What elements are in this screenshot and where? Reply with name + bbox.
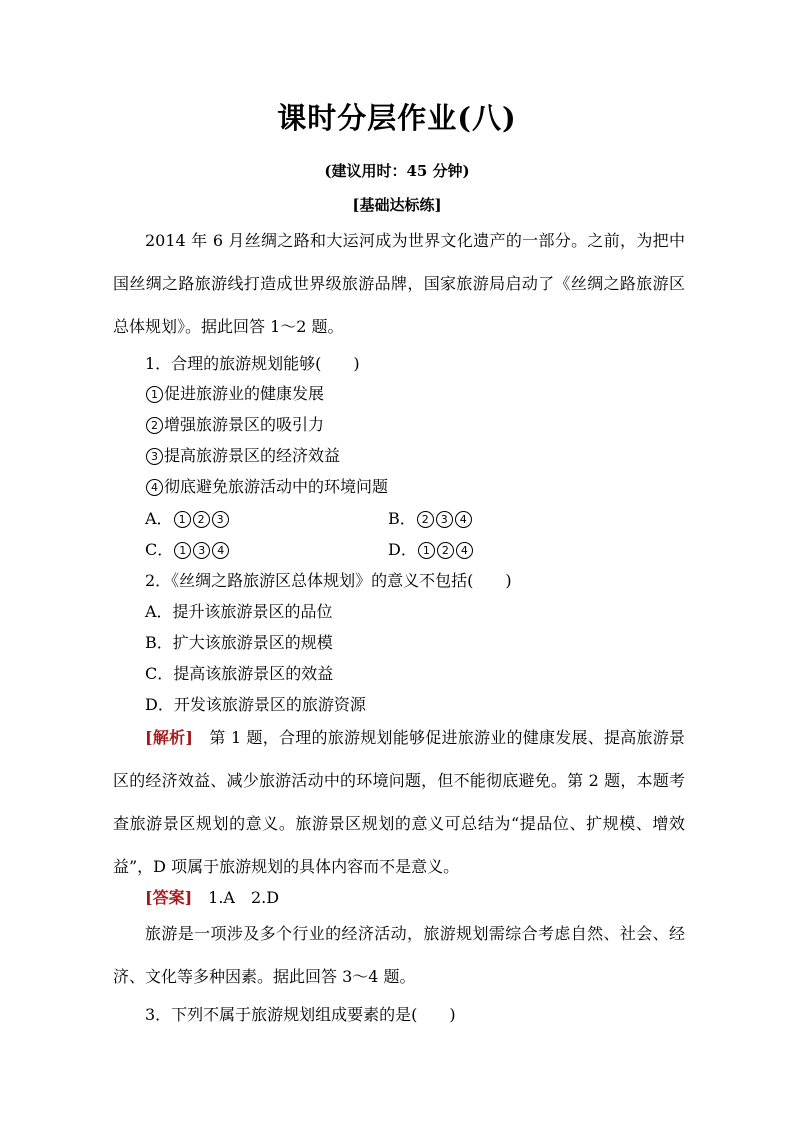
q1-option-a xyxy=(145,506,230,529)
q2-option-c: C．提高该旅游景区的效益 xyxy=(145,664,334,683)
intro-paragraph-2: 旅游是一项涉及多个行业的经济活动，旅游规划需综合考虑自然、社会、经济、文化等多种因素。据此回答 3～4 题。 xyxy=(113,924,685,986)
question-3-stem: 3．下列不属于旅游规划组成要素的是( ) xyxy=(145,1005,456,1024)
q2-option-b: B．扩大该旅游景区的规模 xyxy=(145,633,333,652)
circled-number: 1 xyxy=(418,542,435,559)
q1-item-4 xyxy=(145,474,388,497)
q1-item-1-text: 促进旅游业的健康发展 xyxy=(164,384,325,403)
q1-option-b xyxy=(388,506,473,529)
intro-paragraph-1: 2014 年 6 月丝绸之路和大运河成为世界文化遗产的一部分。之前，为把中国丝绸之路旅游线打造成世界级旅游品牌，国家旅游局启动了《丝绸之路旅游区总体规划》。据此回答 1～2 题。 xyxy=(113,231,685,336)
option-d-label: D． xyxy=(388,540,417,559)
q2-option-a: A．提升该旅游景区的品位 xyxy=(145,602,333,621)
q1-option-d xyxy=(388,537,474,560)
analysis-tag: [解析] xyxy=(145,728,193,747)
circled-number: 2 xyxy=(417,511,434,528)
option-b-label: B． xyxy=(388,509,416,528)
answer-tag: [答案] xyxy=(145,888,193,907)
circled-number: 4 xyxy=(456,542,473,559)
q1-item-2 xyxy=(145,412,324,435)
q1-item-1 xyxy=(145,381,324,404)
circled-number: 4 xyxy=(212,542,229,559)
time-hint: (建议用时：45 分钟) xyxy=(324,162,470,180)
q2-option-d: D．开发该旅游景区的旅游资源 xyxy=(145,695,366,714)
option-c-label: C． xyxy=(145,540,174,559)
circled-number: 3 xyxy=(436,511,453,528)
option-a-label: A． xyxy=(145,509,173,528)
q1-item-3-text: 提高旅游景区的经济效益 xyxy=(164,446,341,465)
q1-item-2-text: 增强旅游景区的吸引力 xyxy=(164,415,325,434)
section-heading: [基础达标练] xyxy=(352,196,442,214)
analysis-paragraph xyxy=(113,716,685,888)
page-title: 课时分层作业(八) xyxy=(277,101,517,135)
circled-number-4: 4 xyxy=(146,479,163,496)
question-2-stem: 2．《丝绸之路旅游区总体规划》的意义不包括( ) xyxy=(145,571,512,590)
answer-text: 1.A 2.D xyxy=(192,888,280,907)
q1-option-c xyxy=(145,537,230,560)
circled-number: 1 xyxy=(174,542,191,559)
circled-number: 3 xyxy=(212,511,229,528)
circled-number: 2 xyxy=(193,511,210,528)
circled-number-3: 3 xyxy=(146,448,163,465)
q1-item-3 xyxy=(145,443,340,466)
question-1-stem: 1．合理的旅游规划能够( ) xyxy=(145,354,360,373)
circled-number: 2 xyxy=(437,542,454,559)
circled-number: 1 xyxy=(174,511,191,528)
circled-number: 3 xyxy=(193,542,210,559)
q1-item-4-text: 彻底避免旅游活动中的环境问题 xyxy=(164,477,389,496)
circled-number-1: 1 xyxy=(146,386,163,403)
circled-number-2: 2 xyxy=(146,417,163,434)
analysis-text: 第 1 题，合理的旅游规划能够促进旅游业的健康发展、提高旅游景区的经济效益、减少旅游活动中的环境问题，但不能彻底避免。第 2 题，本题考查旅游景区规划的意义。旅游景区规划的意义可总结为“提品位、扩规模、增效益”，D 项属于旅游规划的具体内容而不是意义。 xyxy=(113,728,685,876)
circled-number: 4 xyxy=(455,511,472,528)
